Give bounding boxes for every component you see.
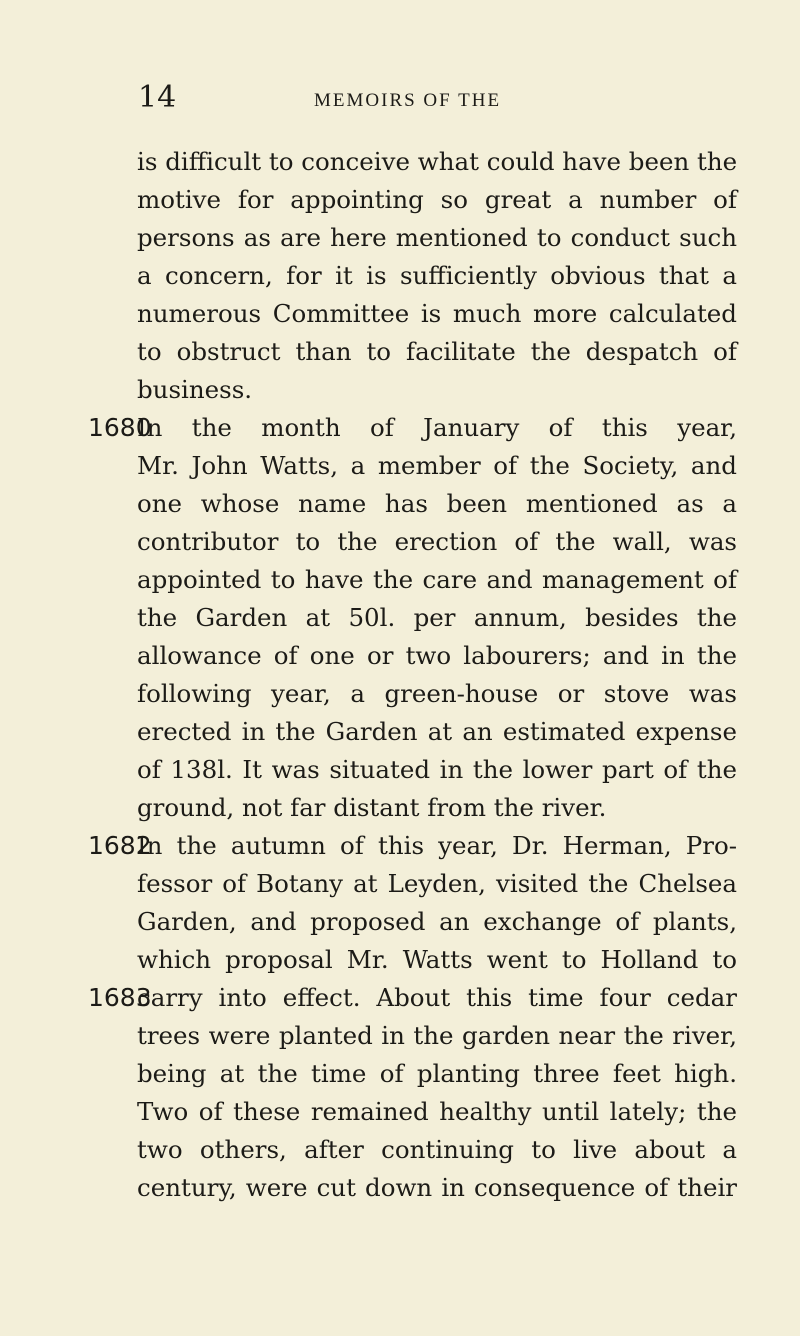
page-number: 14 [138, 80, 177, 115]
text-line: the Garden at 50l. per annum, besides the [137, 603, 737, 632]
text-line: business. [137, 375, 253, 404]
text-line: Two of these remained healthy until lately; the [137, 1097, 737, 1126]
text-line: contributor to the erection of the wall, was [137, 527, 737, 556]
text-line: Garden, and proposed an exchange of plants, [137, 907, 737, 936]
text-line: trees were planted in the garden near the river, [137, 1021, 737, 1050]
text-line: carry into effect. About this time four cedar [137, 983, 737, 1012]
margin-date: 1683 [88, 983, 152, 1012]
text-line: erected in the Garden at an estimated expense [137, 717, 737, 746]
text-line: Mr. John Watts, a member of the Society, and [137, 451, 737, 480]
text-line: being at the time of planting three feet high. [137, 1059, 737, 1088]
text-line: is difficult to conceive what could have been the [137, 147, 738, 176]
text-line: two others, after continuing to live about a [137, 1135, 737, 1164]
text-line: numerous Committee is much more calculated [137, 299, 737, 328]
text-line: appointed to have the care and management of [137, 565, 737, 594]
text-line: persons as are here mentioned to conduct such [137, 223, 737, 252]
text-line: ground, not far distant from the river. [137, 793, 607, 822]
text-line: fessor of Botany at Leyden, visited the Chelsea [137, 869, 737, 898]
text-line: one whose name has been mentioned as a [137, 489, 737, 518]
text-line: motive for appointing so great a number of [137, 185, 737, 214]
text-line: In the month of January of this year, [137, 413, 737, 442]
text-line: following year, a green-house or stove was [137, 679, 737, 708]
text-line: century, were cut down in consequence of their [137, 1173, 737, 1202]
text-line: a concern, for it is sufficiently obvious that a [137, 261, 737, 290]
text-line: In the autumn of this year, Dr. Herman, Pro- [137, 831, 737, 860]
text-line: of 138l. It was situated in the lower part of the [137, 755, 737, 784]
text-line: which proposal Mr. Watts went to Holland to [137, 945, 737, 974]
margin-date: 1680 [88, 413, 152, 442]
text-line: to obstruct than to facilitate the despatch of [137, 337, 737, 366]
running-head [0, 78, 800, 118]
margin-date: 1682 [88, 831, 152, 860]
running-title: MEMOIRS OF THE [314, 90, 502, 111]
text-line: allowance of one or two labourers; and in the [137, 641, 737, 670]
